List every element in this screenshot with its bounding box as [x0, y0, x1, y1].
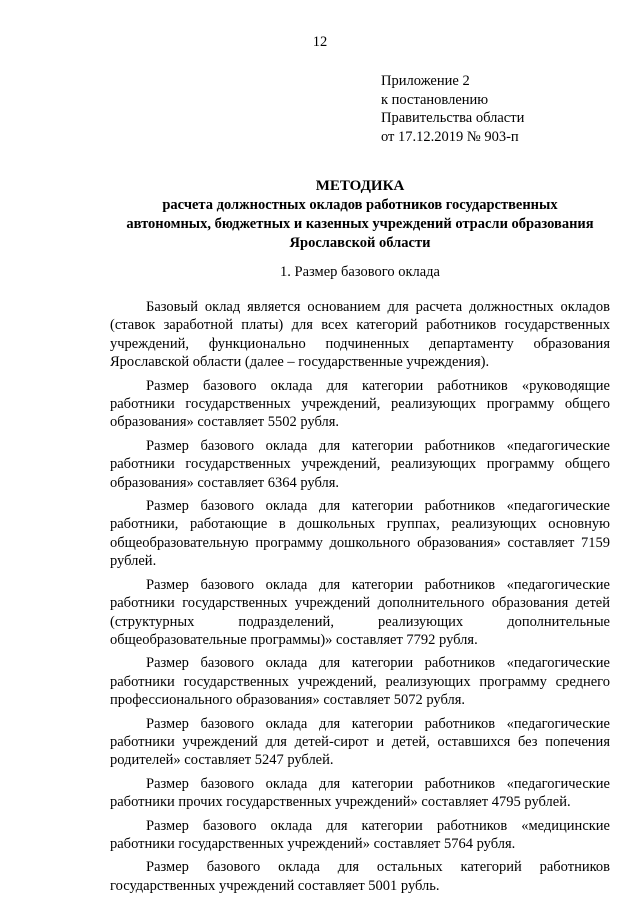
document-title: МЕТОДИКА: [315, 178, 405, 194]
document-subtitle-line: расчета должностных окладов работников государственных: [162, 197, 558, 213]
paragraph: Размер базового оклада для категории работников «педагогические работники государственных учреждений дополнительного образования детей (структурных подразделений, реализующих дополнительные общеобразовательные программы)» составляет 7792 рубля.: [110, 576, 610, 648]
document-subtitle-line: Ярославской области: [289, 235, 431, 251]
appendix-line: Приложение 2: [381, 73, 470, 89]
document-title-block: [110, 177, 610, 253]
appendix-line: Правительства области: [381, 110, 525, 127]
document-subtitle-line: автономных, бюджетных и казенных учреждений отрасли образования: [126, 216, 594, 232]
paragraph: Размер базового оклада для остальных категорий работников государственных учреждений составляет 5001 рубль.: [110, 859, 610, 894]
paragraph: Размер базового оклада для категории работников «медицинские работники государственных учреждений» составляет 5764 рубля.: [110, 817, 610, 852]
paragraph: Размер базового оклада для категории работников «педагогические работники государственных учреждений, реализующих программу среднего профессионального образования» составляет 5072 рубля.: [110, 655, 610, 709]
page-number: 12: [312, 34, 328, 50]
paragraph: Размер базового оклада для категории работников «руководящие работники государственных учреждений, реализующих программу общего образования» составляет 5502 рубля.: [110, 377, 610, 431]
appendix-line: от 17.12.2019 № 903-п: [381, 128, 519, 145]
paragraph: Размер базового оклада для категории работников «педагогические работники прочих государственных учреждений» составляет 4795 рублей.: [110, 775, 610, 811]
paragraph: Размер базового оклада для категории работников «педагогические работники, работающие в дошкольных группах, реализующих основную общеобразовательную программу дошкольного образования» составляет 7159 рублей.: [110, 498, 610, 570]
body-text: [110, 298, 610, 900]
appendix-line: к постановлению: [381, 91, 489, 108]
paragraph: Базовый оклад является основанием для расчета должностных окладов (ставок заработной платы) для всех категорий работников государственных учреждений, функционально подчиненных департаменту образования Ярославской области (далее – государственные учреждения).: [110, 299, 610, 371]
paragraph: Размер базового оклада для категории работников «педагогические работники государственных учреждений, реализующих программу общего образования» составляет 6364 рубля.: [110, 437, 610, 491]
paragraph: Размер базового оклада для категории работников «педагогические работники учреждений для детей-сирот и детей, оставшихся без попечения родителей» составляет 5247 рублей.: [110, 715, 610, 769]
section-heading: 1. Размер базового оклада: [280, 264, 440, 280]
appendix-block: [381, 72, 524, 146]
